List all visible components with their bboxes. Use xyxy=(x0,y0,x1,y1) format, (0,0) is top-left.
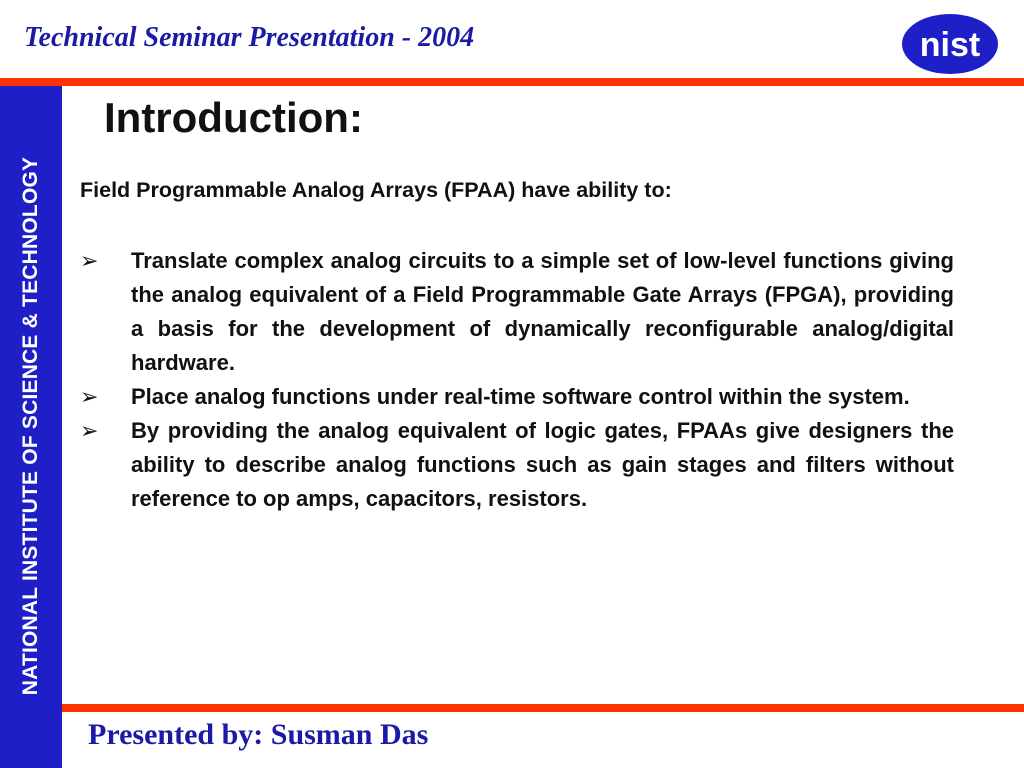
arrowhead-bullet-icon: ➢ xyxy=(80,418,99,443)
nist-logo-text: nist xyxy=(919,26,981,64)
bullet-item xyxy=(80,380,954,414)
bullet-text: Place analog functions under real-time software control within the system. xyxy=(131,384,910,409)
institute-name: NATIONAL INSTITUTE OF SCIENCE & TECHNOLOGY xyxy=(19,156,42,696)
bullet-text: Translate complex analog circuits to a simple set of low-level functions giving the analog equivalent of a Field Programmable Gate Arrays (FPGA), providing a basis for the development of dynamically reconfigurable analog/digital hardware. xyxy=(131,248,954,375)
intro-line: Field Programmable Analog Arrays (FPAA) have ability to: xyxy=(80,178,672,202)
nist-logo xyxy=(900,12,1000,76)
bullet-item xyxy=(80,414,954,516)
bottom-divider xyxy=(62,704,1024,712)
bullet-list xyxy=(80,244,954,516)
presenter-credit: Presented by: Susman Das xyxy=(88,718,429,751)
top-divider xyxy=(0,78,1024,86)
arrowhead-bullet-icon: ➢ xyxy=(80,384,99,409)
bullet-item xyxy=(80,244,954,380)
header-title: Technical Seminar Presentation - 2004 xyxy=(24,22,475,53)
bullet-text: By providing the analog equivalent of logic gates, FPAAs give designers the ability to describe analog functions such as gain stages and filters without reference to op amps, capacitors, resistors. xyxy=(131,418,954,511)
arrowhead-bullet-icon: ➢ xyxy=(80,248,99,273)
slide-heading: Introduction: xyxy=(104,94,363,141)
